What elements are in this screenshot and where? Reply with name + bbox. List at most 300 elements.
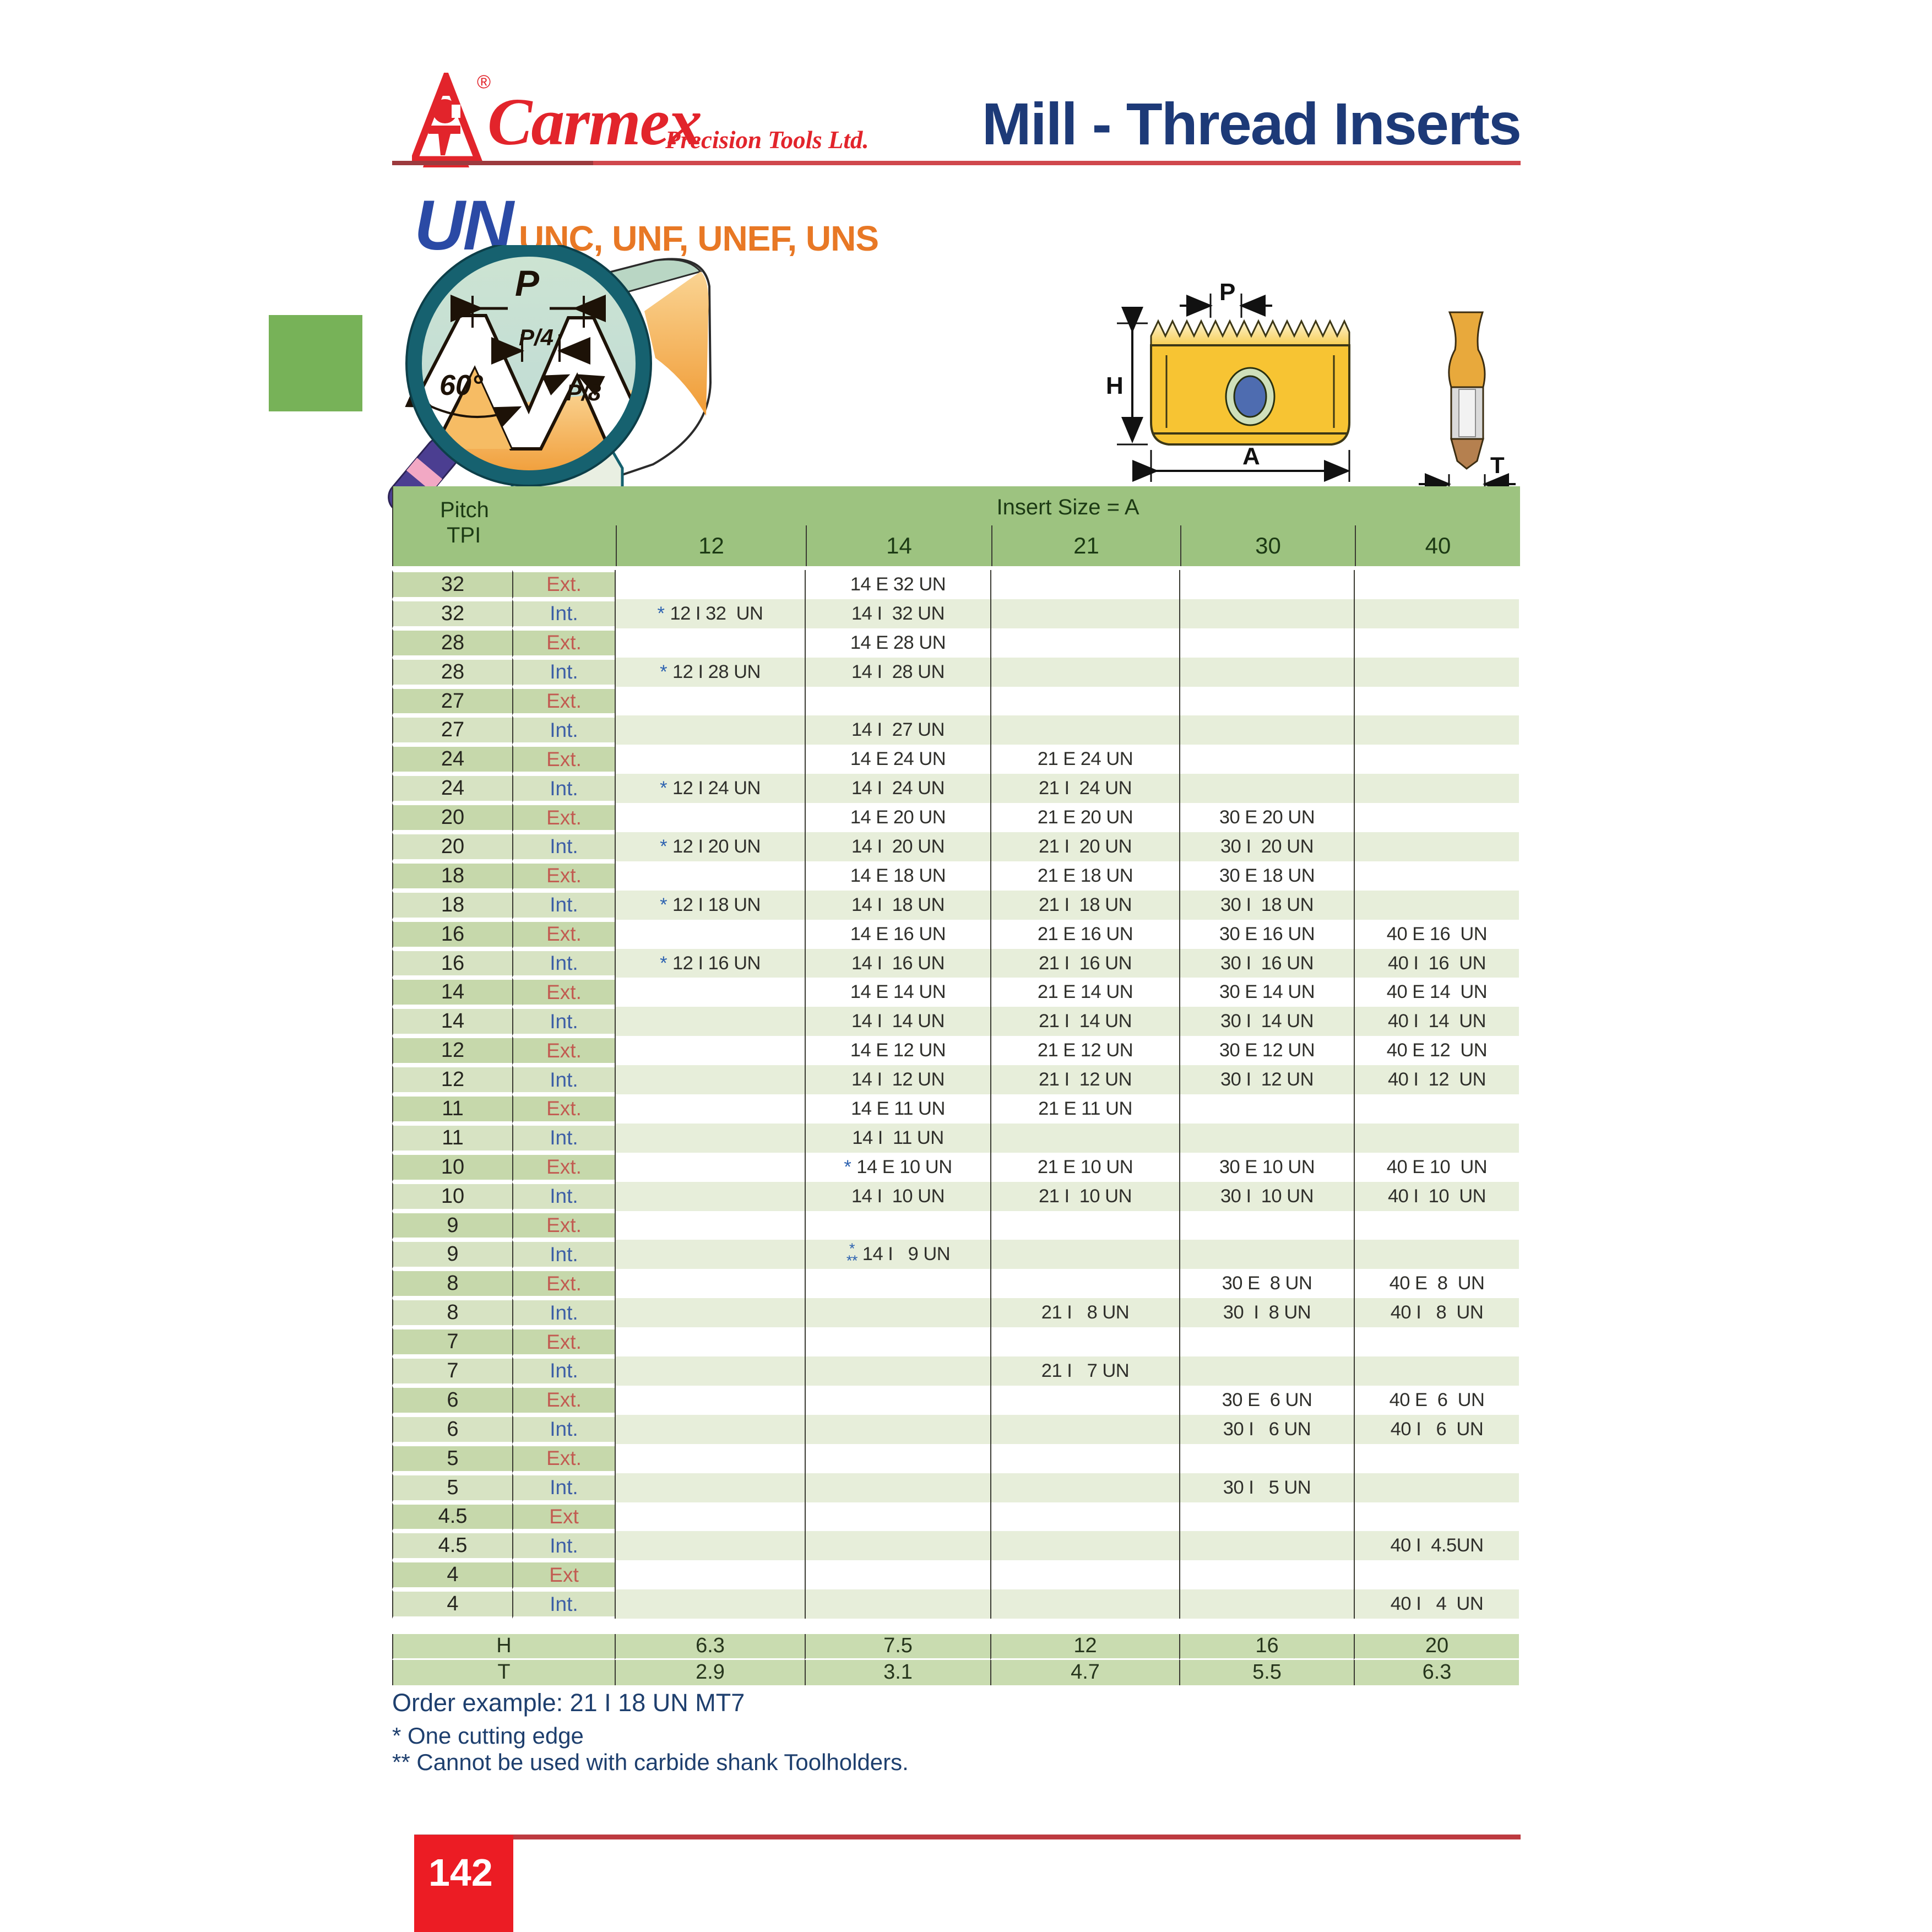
insert-code-cell <box>615 1531 805 1560</box>
svg-text:P/8: P/8 <box>566 379 601 405</box>
insert-code-cell: 40 E 6 UN <box>1354 1386 1519 1415</box>
dimension-value: 6.3 <box>615 1634 805 1660</box>
insert-code-cell <box>1354 803 1519 832</box>
insert-code-cell <box>990 1124 1179 1153</box>
insert-code-cell: 30 I 20 UN <box>1179 832 1354 861</box>
type-cell: Ext. <box>512 803 615 832</box>
insert-code-cell: 21 I 16 UN <box>990 949 1179 978</box>
insert-code-cell <box>615 1240 805 1269</box>
type-cell: Ext. <box>512 1327 615 1356</box>
table-row <box>392 570 1519 599</box>
insert-code-cell <box>1354 1327 1519 1356</box>
insert-code-cell <box>1354 745 1519 774</box>
insert-code-cell: 30 E 18 UN <box>1179 861 1354 891</box>
insert-code-cell <box>1179 1094 1354 1124</box>
insert-code-cell <box>1354 658 1519 687</box>
tpi-cell: 11 <box>392 1094 512 1124</box>
insert-code-cell: 21 I 12 UN <box>990 1065 1179 1094</box>
table-row <box>392 1473 1519 1502</box>
insert-code-cell: 40 I 14 UN <box>1354 1007 1519 1036</box>
type-cell: Ext. <box>512 745 615 774</box>
table-row <box>392 949 1519 978</box>
table-row <box>392 1531 1519 1560</box>
tpi-cell: 12 <box>392 1065 512 1094</box>
type-cell: Int. <box>512 658 615 687</box>
tpi-cell: 7 <box>392 1356 512 1386</box>
tpi-cell: 4 <box>392 1560 512 1589</box>
insert-code-cell: 14 E 32 UN <box>805 570 990 599</box>
table-row <box>392 1269 1519 1298</box>
insert-code-cell: * 14 E 10 UN <box>805 1153 990 1182</box>
insert-code-cell <box>990 1240 1179 1269</box>
insert-code-cell <box>805 1444 990 1473</box>
tpi-cell: 6 <box>392 1415 512 1444</box>
insert-code-cell <box>1354 1473 1519 1502</box>
insert-code-cell <box>1179 745 1354 774</box>
insert-code-cell <box>805 1415 990 1444</box>
column-headers <box>616 525 1520 566</box>
insert-code-cell: 30 E 20 UN <box>1179 803 1354 832</box>
table-row <box>392 891 1519 920</box>
table-row <box>392 920 1519 949</box>
table-row <box>392 1415 1519 1444</box>
insert-code-cell: * ** 14 I 9 UN <box>805 1240 990 1269</box>
insert-code-cell: * 12 I 18 UN <box>615 891 805 920</box>
table-row <box>392 1502 1519 1532</box>
insert-code-cell <box>990 687 1179 716</box>
type-cell: Ext. <box>512 1269 615 1298</box>
insert-code-cell: 21 E 18 UN <box>990 861 1179 891</box>
insert-code-cell <box>990 715 1179 745</box>
insert-code-cell <box>1179 1502 1354 1532</box>
tpi-cell: 4 <box>392 1589 512 1619</box>
insert-code-cell: 21 E 12 UN <box>990 1036 1179 1065</box>
insert-code-cell <box>1179 715 1354 745</box>
tpi-cell: 20 <box>392 803 512 832</box>
type-cell: Int. <box>512 1065 615 1094</box>
insert-code-cell <box>1354 1560 1519 1589</box>
dimension-value: 4.7 <box>990 1660 1179 1686</box>
insert-code-cell <box>805 1211 990 1240</box>
table-row <box>392 1065 1519 1094</box>
insert-code-cell <box>615 1386 805 1415</box>
tpi-cell: 5 <box>392 1444 512 1473</box>
tpi-cell: 24 <box>392 774 512 803</box>
insert-code-cell: * 12 I 32 UN <box>615 599 805 628</box>
dimension-row-T <box>392 1660 1519 1686</box>
insert-code-cell: 40 E 16 UN <box>1354 920 1519 949</box>
insert-code-cell <box>1354 1240 1519 1269</box>
insert-code-cell <box>615 1153 805 1182</box>
insert-code-cell: 21 E 10 UN <box>990 1153 1179 1182</box>
insert-code-cell: 14 I 27 UN <box>805 715 990 745</box>
type-cell: Ext. <box>512 1444 615 1473</box>
insert-code-cell: * 12 I 28 UN <box>615 658 805 687</box>
type-cell: Int. <box>512 774 615 803</box>
insert-code-cell <box>1179 1356 1354 1386</box>
table-row <box>392 1240 1519 1269</box>
type-cell: Ext <box>512 1502 615 1532</box>
svg-text:T: T <box>1490 452 1505 478</box>
table-row <box>392 1153 1519 1182</box>
star-marker: * <box>660 778 667 799</box>
dimension-value: 5.5 <box>1179 1660 1354 1686</box>
tpi-cell: 6 <box>392 1386 512 1415</box>
svg-text:A: A <box>1242 443 1260 470</box>
table-row <box>392 1327 1519 1356</box>
dimension-label: H <box>392 1634 615 1660</box>
svg-text:P: P <box>1219 284 1236 306</box>
type-cell: Ext. <box>512 1094 615 1124</box>
tpi-cell: 27 <box>392 687 512 716</box>
type-cell: Ext <box>512 1560 615 1589</box>
insert-teeth <box>1151 321 1349 345</box>
dimension-value: 7.5 <box>805 1634 990 1660</box>
type-cell: Ext. <box>512 861 615 891</box>
insert-code-cell: 30 E 10 UN <box>1179 1153 1354 1182</box>
column-header-14: 14 <box>806 525 991 566</box>
insert-code-cell: 21 E 24 UN <box>990 745 1179 774</box>
table-row <box>392 687 1519 716</box>
table-row <box>392 1124 1519 1153</box>
table-row <box>392 1036 1519 1065</box>
corner-label <box>393 497 616 548</box>
svg-text:P: P <box>515 263 540 303</box>
insert-table-body <box>392 570 1519 1619</box>
dimension-value: 16 <box>1179 1634 1354 1660</box>
insert-code-cell <box>1179 1211 1354 1240</box>
insert-table-header <box>392 486 1520 566</box>
insert-code-cell <box>990 1211 1179 1240</box>
insert-code-cell: 40 I 4.5UN <box>1354 1531 1519 1560</box>
insert-table-footer <box>392 1634 1519 1685</box>
type-cell: Int. <box>512 1298 615 1327</box>
type-cell: Ext. <box>512 570 615 599</box>
insert-code-cell <box>1354 1211 1519 1240</box>
table-row <box>392 628 1519 658</box>
type-cell: Int. <box>512 1007 615 1036</box>
dimension-value: 3.1 <box>805 1660 990 1686</box>
insert-code-cell <box>1354 1444 1519 1473</box>
column-header-12: 12 <box>616 525 806 566</box>
insert-code-cell: 30 I 18 UN <box>1179 891 1354 920</box>
insert-code-cell <box>615 1269 805 1298</box>
footnote-one-star: * One cutting edge <box>392 1723 584 1749</box>
insert-code-cell: * 12 I 20 UN <box>615 832 805 861</box>
insert-code-cell <box>1179 599 1354 628</box>
insert-code-cell <box>615 1444 805 1473</box>
order-example: Order example: 21 I 18 UN MT7 <box>392 1689 745 1717</box>
insert-code-cell <box>615 803 805 832</box>
insert-code-cell: 14 I 28 UN <box>805 658 990 687</box>
insert-code-cell <box>1179 1124 1354 1153</box>
insert-code-cell <box>1179 658 1354 687</box>
tpi-cell: 4.5 <box>392 1502 512 1532</box>
header-rule <box>392 161 1521 165</box>
insert-code-cell <box>990 1444 1179 1473</box>
insert-code-cell: 30 E 6 UN <box>1179 1386 1354 1415</box>
insert-code-cell <box>805 1589 990 1619</box>
insert-code-cell: * 12 I 24 UN <box>615 774 805 803</box>
type-cell: Int. <box>512 1473 615 1502</box>
insert-code-cell: 40 I 4 UN <box>1354 1589 1519 1619</box>
dimension-row-H <box>392 1634 1519 1660</box>
insert-code-cell: 14 I 11 UN <box>805 1124 990 1153</box>
insert-code-cell: 40 I 6 UN <box>1354 1415 1519 1444</box>
insert-code-cell <box>1354 891 1519 920</box>
corner-pitch: Pitch <box>440 498 489 522</box>
type-cell: Int. <box>512 832 615 861</box>
insert-code-cell <box>615 1124 805 1153</box>
insert-code-cell <box>615 687 805 716</box>
insert-code-cell <box>805 1386 990 1415</box>
table-row <box>392 715 1519 745</box>
type-cell: Int. <box>512 1415 615 1444</box>
insert-code-cell <box>990 1415 1179 1444</box>
insert-code-cell: 14 I 32 UN <box>805 599 990 628</box>
insert-code-cell <box>1179 1240 1354 1269</box>
insert-code-cell: 30 I 14 UN <box>1179 1007 1354 1036</box>
tpi-cell: 16 <box>392 920 512 949</box>
star-marker: * <box>660 835 667 857</box>
insert-code-cell: 14 E 24 UN <box>805 745 990 774</box>
insert-code-cell: 14 I 24 UN <box>805 774 990 803</box>
insert-size-header: Insert Size = A <box>996 495 1139 519</box>
insert-dimension-figure <box>1096 284 1526 498</box>
insert-code-cell: 40 E 14 UN <box>1354 978 1519 1007</box>
brand-tagline: Precision Tools Ltd. <box>665 126 869 154</box>
insert-code-cell <box>990 1473 1179 1502</box>
insert-code-cell: 14 I 12 UN <box>805 1065 990 1094</box>
insert-code-cell <box>615 1502 805 1532</box>
tpi-cell: 8 <box>392 1269 512 1298</box>
tpi-cell: 11 <box>392 1124 512 1153</box>
insert-code-cell <box>1179 1589 1354 1619</box>
insert-code-cell: 30 E 14 UN <box>1179 978 1354 1007</box>
dimension-value: 6.3 <box>1354 1660 1519 1686</box>
insert-code-cell <box>1354 1502 1519 1532</box>
insert-code-cell <box>1179 1560 1354 1589</box>
double-star-marker: * ** <box>845 1240 857 1269</box>
table-row <box>392 1298 1519 1327</box>
tpi-cell: 9 <box>392 1211 512 1240</box>
insert-code-cell <box>990 1502 1179 1532</box>
type-cell: Ext. <box>512 1036 615 1065</box>
table-row <box>392 1211 1519 1240</box>
insert-code-cell: 40 I 16 UN <box>1354 949 1519 978</box>
insert-code-cell <box>1179 1531 1354 1560</box>
type-cell: Int. <box>512 891 615 920</box>
insert-code-cell: 30 I 16 UN <box>1179 949 1354 978</box>
table-row <box>392 1589 1519 1619</box>
insert-code-cell <box>615 1473 805 1502</box>
insert-code-cell: 30 I 5 UN <box>1179 1473 1354 1502</box>
type-cell: Int. <box>512 1182 615 1211</box>
insert-code-cell: 14 E 14 UN <box>805 978 990 1007</box>
table-row <box>392 1007 1519 1036</box>
insert-code-cell <box>1354 832 1519 861</box>
insert-code-cell <box>1179 774 1354 803</box>
insert-code-cell <box>615 570 805 599</box>
insert-code-cell <box>805 1356 990 1386</box>
insert-code-cell <box>1354 1094 1519 1124</box>
registered-mark: ® <box>477 73 491 93</box>
insert-code-cell <box>615 1065 805 1094</box>
insert-code-cell <box>1354 715 1519 745</box>
brand-name: Carmex <box>487 85 701 159</box>
insert-code-cell: 14 I 14 UN <box>805 1007 990 1036</box>
tpi-cell: 18 <box>392 891 512 920</box>
insert-code-cell <box>1179 687 1354 716</box>
table-row <box>392 803 1519 832</box>
insert-code-cell: 14 E 28 UN <box>805 628 990 658</box>
series-standards: UNC, UNF, UNEF, UNS <box>519 219 879 258</box>
insert-code-cell: 14 I 18 UN <box>805 891 990 920</box>
insert-code-cell: 30 E 12 UN <box>1179 1036 1354 1065</box>
tpi-cell: 12 <box>392 1036 512 1065</box>
insert-code-cell: 21 E 11 UN <box>990 1094 1179 1124</box>
tpi-cell: 24 <box>392 745 512 774</box>
table-row <box>392 1560 1519 1589</box>
insert-code-cell: 21 I 14 UN <box>990 1007 1179 1036</box>
page-number-badge <box>414 1835 513 1932</box>
table-row <box>392 832 1519 861</box>
tpi-cell: 14 <box>392 978 512 1007</box>
insert-code-cell: 14 E 20 UN <box>805 803 990 832</box>
insert-code-cell <box>615 920 805 949</box>
type-cell: Ext. <box>512 1153 615 1182</box>
insert-code-cell: 30 E 8 UN <box>1179 1269 1354 1298</box>
corner-tpi: TPI <box>447 523 481 547</box>
insert-code-cell <box>615 1415 805 1444</box>
insert-code-cell <box>615 978 805 1007</box>
insert-code-cell: 21 I 24 UN <box>990 774 1179 803</box>
insert-code-cell <box>990 1327 1179 1356</box>
insert-code-cell <box>615 1589 805 1619</box>
svg-text:60°: 60° <box>439 370 483 401</box>
insert-code-cell <box>1179 1444 1354 1473</box>
insert-code-cell: 40 E 8 UN <box>1354 1269 1519 1298</box>
table-row <box>392 978 1519 1007</box>
insert-code-cell <box>615 1007 805 1036</box>
insert-code-cell: 21 I 20 UN <box>990 832 1179 861</box>
tpi-cell: 28 <box>392 628 512 658</box>
insert-code-cell: 14 E 16 UN <box>805 920 990 949</box>
page-title: Mill - Thread Inserts <box>981 90 1521 157</box>
tpi-cell: 32 <box>392 599 512 628</box>
insert-code-cell: 14 E 12 UN <box>805 1036 990 1065</box>
insert-code-cell: 21 I 10 UN <box>990 1182 1179 1211</box>
insert-code-cell: 14 E 18 UN <box>805 861 990 891</box>
table-row <box>392 1182 1519 1211</box>
tpi-cell: 32 <box>392 570 512 599</box>
table-row <box>392 1356 1519 1386</box>
tpi-cell: 20 <box>392 832 512 861</box>
dimension-value: 12 <box>990 1634 1179 1660</box>
insert-code-cell <box>990 1560 1179 1589</box>
insert-code-cell <box>615 1182 805 1211</box>
column-header-40: 40 <box>1355 525 1520 566</box>
insert-code-cell <box>615 1327 805 1356</box>
insert-code-cell <box>1354 628 1519 658</box>
type-cell: Ext. <box>512 687 615 716</box>
svg-text:P/4: P/4 <box>519 324 554 350</box>
insert-code-cell <box>615 745 805 774</box>
type-cell: Int. <box>512 1124 615 1153</box>
tpi-cell: 14 <box>392 1007 512 1036</box>
insert-code-cell: * 12 I 16 UN <box>615 949 805 978</box>
table-row <box>392 774 1519 803</box>
insert-code-cell <box>805 1298 990 1327</box>
insert-code-cell <box>615 861 805 891</box>
footnote-two-star: ** Cannot be used with carbide shank Toolholders. <box>392 1749 909 1775</box>
insert-code-cell <box>1354 861 1519 891</box>
insert-code-cell <box>615 1356 805 1386</box>
insert-code-cell <box>615 1036 805 1065</box>
type-cell: Int. <box>512 1240 615 1269</box>
insert-code-cell <box>805 1502 990 1532</box>
star-marker: * <box>660 894 667 915</box>
insert-code-cell <box>805 1560 990 1589</box>
dimension-value: 2.9 <box>615 1660 805 1686</box>
insert-code-cell <box>1354 599 1519 628</box>
tpi-cell: 4.5 <box>392 1531 512 1560</box>
dimension-label: T <box>392 1660 615 1686</box>
insert-code-cell: 14 E 11 UN <box>805 1094 990 1124</box>
insert-code-cell <box>990 1589 1179 1619</box>
table-row <box>392 745 1519 774</box>
insert-code-cell <box>1179 570 1354 599</box>
type-cell: Ext. <box>512 978 615 1007</box>
type-cell: Ext. <box>512 1386 615 1415</box>
tpi-cell: 18 <box>392 861 512 891</box>
star-marker: * <box>660 952 667 974</box>
insert-code-cell <box>805 1473 990 1502</box>
insert-code-cell: 21 E 16 UN <box>990 920 1179 949</box>
insert-code-cell: 21 E 20 UN <box>990 803 1179 832</box>
table-row <box>392 599 1519 628</box>
tpi-cell: 10 <box>392 1153 512 1182</box>
type-cell: Int. <box>512 1531 615 1560</box>
dimension-value: 20 <box>1354 1634 1519 1660</box>
svg-text:H: H <box>1106 372 1124 399</box>
bottom-rule <box>414 1835 1521 1839</box>
column-header-30: 30 <box>1180 525 1355 566</box>
star-marker: * <box>657 603 665 624</box>
type-cell: Int. <box>512 1356 615 1386</box>
insert-code-cell: 40 I 12 UN <box>1354 1065 1519 1094</box>
tpi-cell: 10 <box>392 1182 512 1211</box>
insert-code-cell: 14 I 20 UN <box>805 832 990 861</box>
type-cell: Ext. <box>512 920 615 949</box>
table-row <box>392 1386 1519 1415</box>
insert-code-cell <box>615 628 805 658</box>
insert-code-cell: 30 I 10 UN <box>1179 1182 1354 1211</box>
insert-code-cell: 40 I 8 UN <box>1354 1298 1519 1327</box>
insert-code-cell <box>1354 1356 1519 1386</box>
type-cell: Ext. <box>512 628 615 658</box>
insert-code-cell: 14 I 10 UN <box>805 1182 990 1211</box>
series-title: UN <box>414 186 512 265</box>
insert-code-cell: 40 E 10 UN <box>1354 1153 1519 1182</box>
type-cell: Int. <box>512 949 615 978</box>
insert-code-cell <box>805 687 990 716</box>
type-cell: Ext. <box>512 1211 615 1240</box>
insert-code-cell: 21 E 14 UN <box>990 978 1179 1007</box>
column-header-21: 21 <box>991 525 1180 566</box>
insert-code-cell <box>990 599 1179 628</box>
insert-code-cell: 14 I 16 UN <box>805 949 990 978</box>
